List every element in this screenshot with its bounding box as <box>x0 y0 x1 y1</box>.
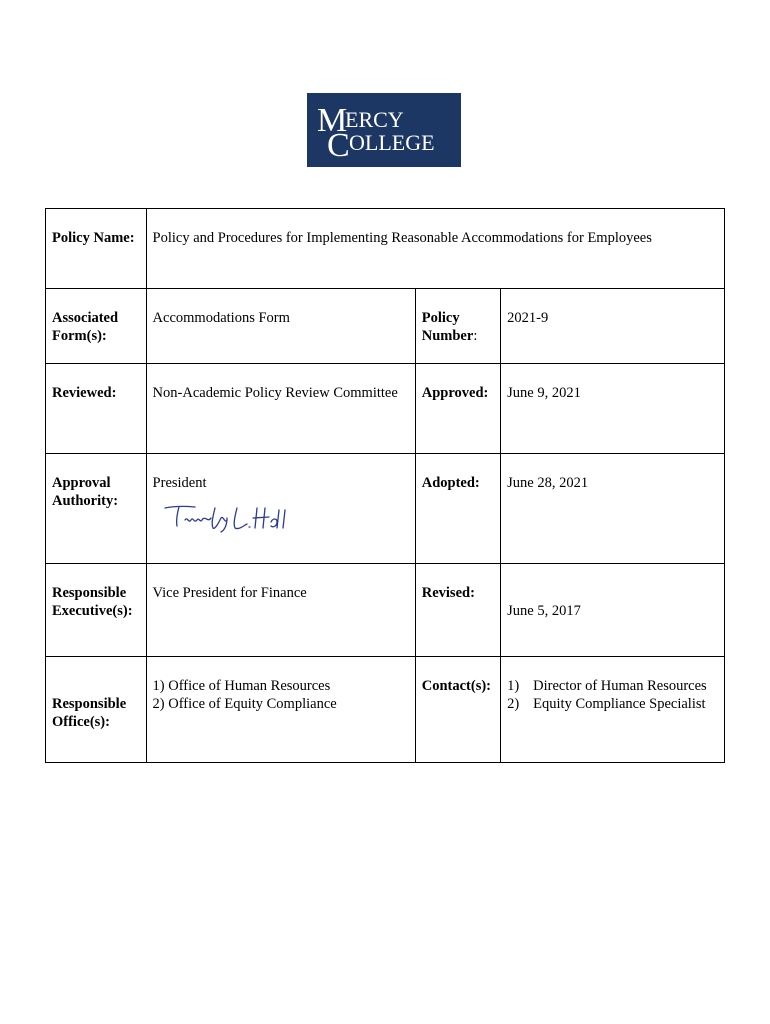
responsible-executive-label: Responsible Executive(s): <box>46 564 147 657</box>
approval-authority-label: Approval Authority: <box>46 454 147 564</box>
responsible-executive-row <box>46 564 725 657</box>
approved-label: Approved: <box>415 364 500 454</box>
president-signature <box>161 500 291 536</box>
policy-name-value: Policy and Procedures for Implementing Reasonable Accommodations for Employees <box>146 209 724 289</box>
revised-label: Revised: <box>415 564 500 657</box>
contact-text: Equity Compliance Specialist <box>533 696 706 712</box>
logo-initial-m: M <box>317 102 348 139</box>
approval-authority-row <box>46 454 725 564</box>
adopted-label: Adopted: <box>415 454 500 564</box>
revised-cell <box>501 564 725 657</box>
policy-number-value: 2021-9 <box>501 289 725 364</box>
mercy-college-logo <box>307 93 461 167</box>
responsible-offices-list <box>146 657 415 763</box>
contact-text: Director of Human Resources <box>533 678 707 694</box>
contacts-label: Contact(s): <box>415 657 500 763</box>
contact-item <box>507 695 718 713</box>
approval-authority-cell <box>146 454 415 564</box>
associated-forms-value: Accommodations Form <box>146 289 415 364</box>
contact-item <box>507 677 718 695</box>
contacts-list <box>507 677 718 713</box>
approval-authority-value: President <box>152 475 207 491</box>
contact-number: 2) <box>507 696 520 712</box>
policy-name-label: Policy Name: <box>46 209 147 289</box>
policy-number-label-text: Policy Number <box>421 310 474 344</box>
policy-info-table <box>45 208 725 763</box>
responsible-office-item: 1) Office of Human Resources <box>152 678 331 694</box>
logo-initial-c: C <box>327 127 350 164</box>
contact-number: 1) <box>507 678 520 694</box>
logo-word-ercy: ERCY <box>345 107 404 132</box>
adopted-value: June 28, 2021 <box>501 454 725 564</box>
reviewed-row <box>46 364 725 454</box>
associated-forms-label: Associated Form(s): <box>46 289 147 364</box>
reviewed-label: Reviewed: <box>46 364 147 454</box>
responsible-office-item: 2) Office of Equity Compliance <box>152 696 337 712</box>
responsible-offices-label-cell <box>46 657 147 763</box>
policy-name-row <box>46 209 725 289</box>
logo-wordmark <box>307 93 461 167</box>
approved-value: June 9, 2021 <box>501 364 725 454</box>
policy-number-label-colon: : <box>473 328 478 344</box>
contacts-cell <box>501 657 725 763</box>
responsible-offices-row <box>46 657 725 763</box>
associated-forms-row <box>46 289 725 364</box>
responsible-executive-value: Vice President for Finance <box>146 564 415 657</box>
revised-value: June 5, 2017 <box>507 603 581 619</box>
responsible-offices-label: Responsible Office(s): <box>52 696 127 730</box>
policy-number-label <box>415 289 500 364</box>
reviewed-value: Non-Academic Policy Review Committee <box>146 364 415 454</box>
logo-word-ollege: OLLEGE <box>349 130 435 155</box>
